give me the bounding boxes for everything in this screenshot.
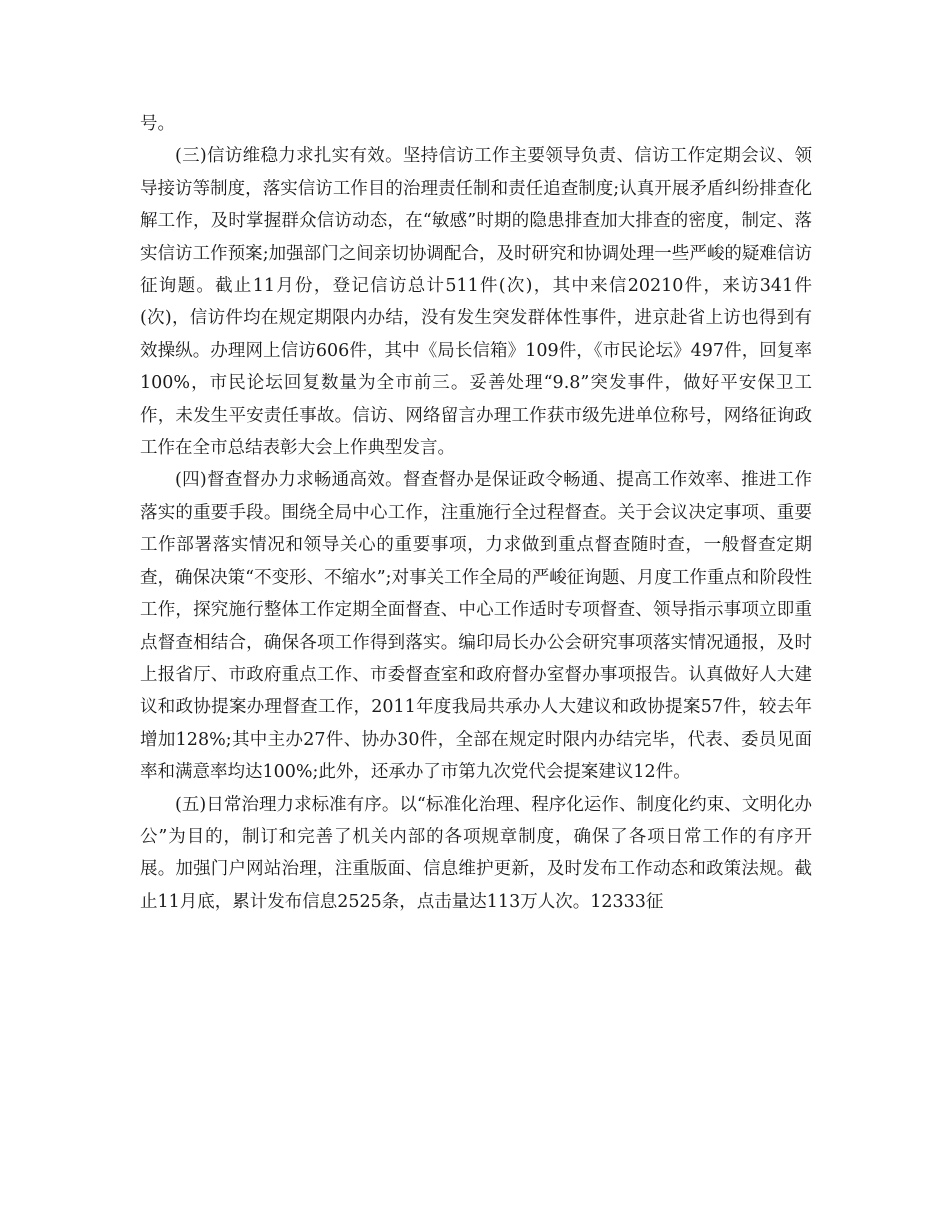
paragraph-petition: (三)信访维稳力求扎实有效。坚持信访工作主要领导负责、信访工作定期会议、领导接访等制度，落实信访工作目的治理责任制和责任追查制度;认真开展矛盾纠纷排查化解工作，及时掌握群众信访动态，在“敏感”时期的隐患排查加大排查的密度，制定、落实信访工作预案;加强部门之间亲切协调配合，及时研究和协调处理一些严峻的疑难信访征询题。截止11月份，登记信访总计511件(次)，其中来信20210件，来访341件(次)，信访件均在规定期限内办结，没有发生突发群体性事件，进京赴省上访也得到有效操纵。办理网上信访606件，其中《局长信箱》109件，《市民论坛》497件，回复率100%，市民论坛回复数量为全市前三。妥善处理“9.8”突发事件，做好平安保卫工作，未发生平安责任事故。信访、网络留言办理工作获市级先进单位称号，网络征询政工作在全市总结表彰大会上作典型发言。 [140, 146, 812, 459]
document-body [140, 108, 812, 918]
paragraph-continuation: 号。 [140, 114, 175, 134]
paragraph-supervision: (四)督查督办力求畅通高效。督查督办是保证政令畅通、提高工作效率、推进工作落实的重要手段。围绕全局中心工作，注重施行全过程督查。关于会议决定事项、重要工作部署落实情况和领导关心的重要事项，力求做到重点督查随时查，一般督查定期查，确保决策“不变形、不缩水”;对事关工作全局的严峻征询题、月度工作重点和阶段性工作，探究施行整体工作定期全面督查、中心工作适时专项督查、领导指示事项立即重点督查相结合，确保各项工作得到落实。编印局长办公会研究事项落实情况通报，及时上报省厅、市政府重点工作、市委督查室和政府督办室督办事项报告。认真做好人大建议和政协提案办理督查工作，2011年度我局共承办人大建议和政协提案57件，较去年增加128%;其中主办27件、协办30件，全部在规定时限内办结完毕，代表、委员见面率和满意率均达100%;此外，还承办了市第九次党代会提案建议12件。 [140, 470, 812, 783]
paragraph-daily-management: (五)日常治理力求标准有序。以“标准化治理、程序化运作、制度化约束、文明化办公”为目的，制订和完善了机关内部的各项规章制度，确保了各项日常工作的有序开展。加强门户网站治理，注重版面、信息维护更新，及时发布工作动态和政策法规。截止11月底，累计发布信息2525条，点击量达113万人次。12333征 [140, 794, 812, 912]
